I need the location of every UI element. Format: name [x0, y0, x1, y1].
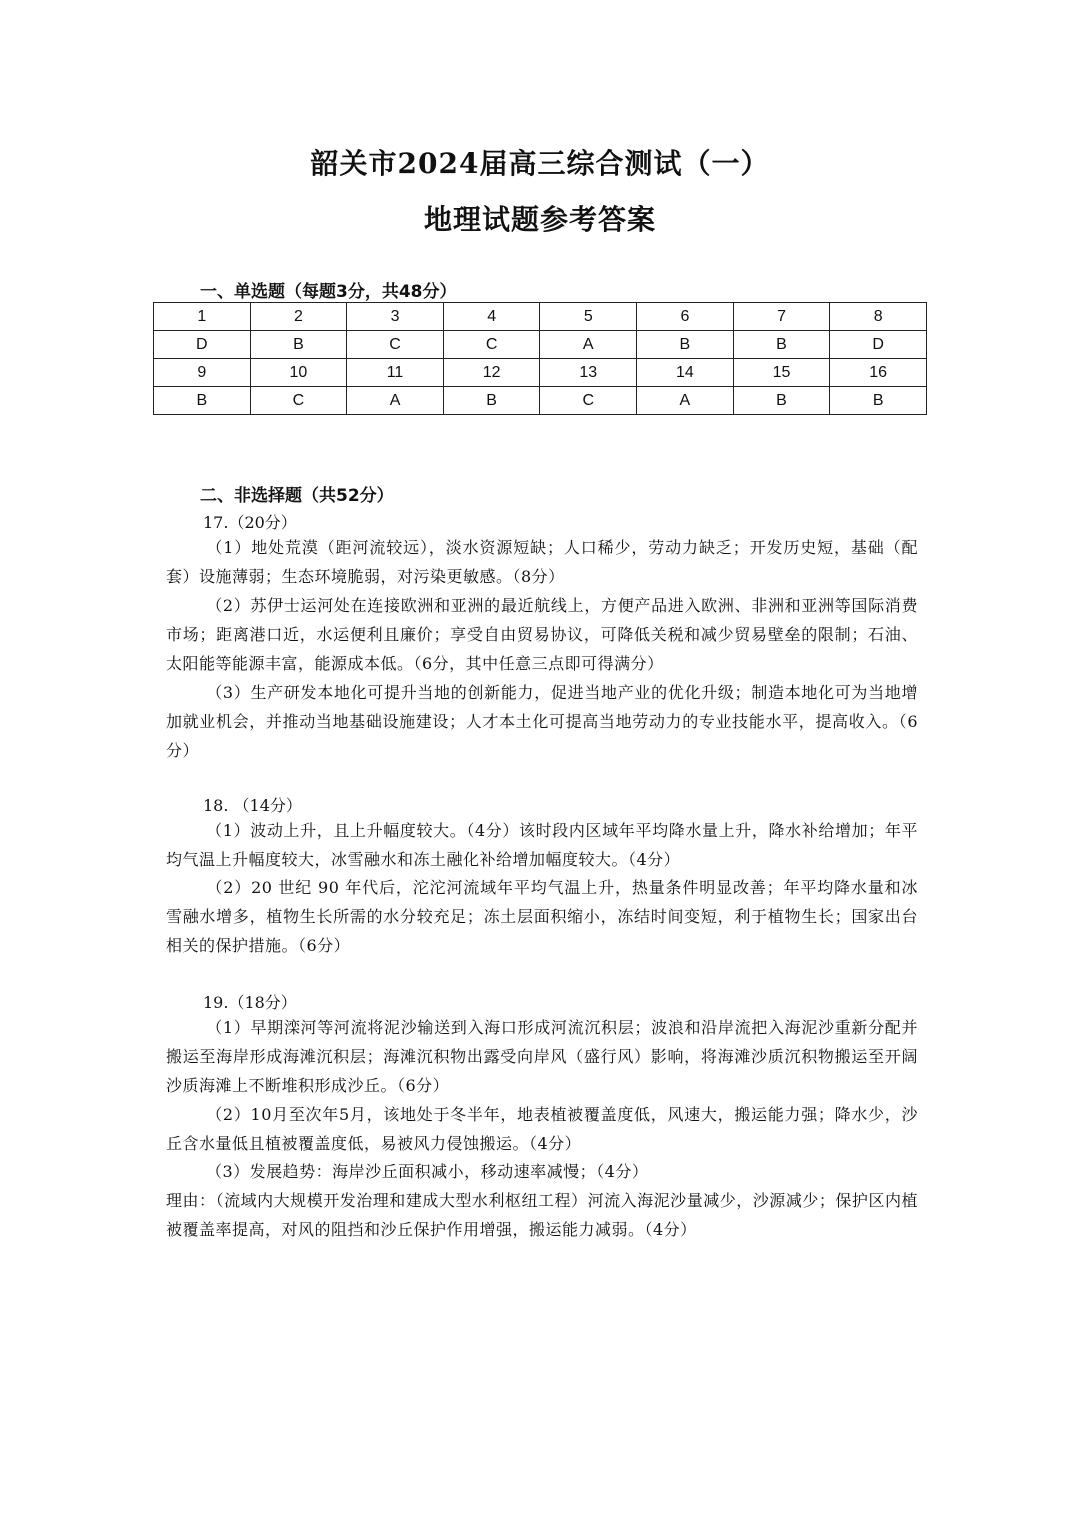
- question-number-cell: 13: [540, 359, 637, 387]
- answer-table-row: [154, 331, 927, 359]
- q18-answer-1: （1）波动上升，且上升幅度较大。（4分）该时段内区域年平均降水量上升，降水补给增加；年平均气温上升幅度较大，冰雪融水和冻土融化补给增加幅度较大。（4分）: [166, 821, 918, 869]
- q18-heading: 18. （14分）: [203, 796, 302, 815]
- answer-cell: B: [733, 331, 830, 359]
- answer-table-row: [154, 303, 927, 331]
- question-number-cell: 14: [637, 359, 734, 387]
- question-number-cell: 7: [733, 303, 830, 331]
- section-2-heading: 二、非选择题（共52分）: [200, 486, 394, 506]
- q17-answer-2: （2）苏伊士运河处在连接欧洲和亚洲的最近航线上，方便产品进入欧洲、非洲和亚洲等国际消费市场；距离港口近，水运便利且廉价；享受自由贸易协议，可降低关税和减少贸易壁垒的限制；石油、太阳能等能源丰富，能源成本低。（6分，其中任意三点即可得满分）: [166, 596, 918, 673]
- question-number-cell: 2: [250, 303, 347, 331]
- answer-table: [153, 302, 927, 415]
- answer-cell: B: [637, 331, 734, 359]
- section-1-heading: 一、单选题（每题3分，共48分）: [200, 282, 457, 302]
- q19-answer-4: 理由：（流域内大规模开发治理和建成大型水利枢纽工程）河流入海泥沙量减少，沙源减少；保护区内植被覆盖率提高，对风的阻挡和沙丘保护作用增强，搬运能力减弱。（4分）: [166, 1191, 918, 1239]
- question-number-cell: 5: [540, 303, 637, 331]
- answer-cell: B: [733, 387, 830, 415]
- answer-cell: C: [443, 331, 540, 359]
- page-subtitle: 地理试题参考答案: [423, 203, 656, 236]
- answer-cell: B: [250, 331, 347, 359]
- page-title: 韶关市2024届高三综合测试（一）: [310, 147, 770, 180]
- answer-table-row: [154, 359, 927, 387]
- question-number-cell: 4: [443, 303, 540, 331]
- question-number-cell: 15: [733, 359, 830, 387]
- answer-cell: A: [347, 387, 444, 415]
- question-number-cell: 6: [637, 303, 734, 331]
- answer-table-row: [154, 387, 927, 415]
- question-number-cell: 3: [347, 303, 444, 331]
- answer-cell: B: [830, 387, 927, 415]
- question-number-cell: 10: [250, 359, 347, 387]
- q19-answer-1: （1）早期滦河等河流将泥沙输送到入海口形成河流沉积层；波浪和沿岸流把入海泥沙重新分配并搬运至海岸形成海滩沉积层；海滩沉积物出露受向岸风（盛行风）影响，将海滩沙质沉积物搬运至开阔沙质海滩上不断堆积形成沙丘。（6分）: [166, 1018, 918, 1095]
- q18-answer-2: （2）20 世纪 90 年代后，沱沱河流域年平均气温上升，热量条件明显改善；年平均降水量和冰雪融水增多，植物生长所需的水分较充足；冻土层面积缩小，冻结时间变短，利于植物生长；国家出台相关的保护措施。（6分）: [166, 878, 918, 955]
- question-number-cell: 16: [830, 359, 927, 387]
- answer-cell: B: [443, 387, 540, 415]
- answer-cell: A: [637, 387, 734, 415]
- question-number-cell: 11: [347, 359, 444, 387]
- q19-answer-3: （3）发展趋势：海岸沙丘面积减小，移动速率减慢；（4分）: [206, 1162, 649, 1181]
- question-number-cell: 9: [154, 359, 251, 387]
- question-number-cell: 1: [154, 303, 251, 331]
- answer-cell: A: [540, 331, 637, 359]
- answer-cell: C: [540, 387, 637, 415]
- question-number-cell: 8: [830, 303, 927, 331]
- q19-heading: 19.（18分）: [203, 993, 297, 1012]
- q17-answer-3: （3）生产研发本地化可提升当地的创新能力，促进当地产业的优化升级；制造本地化可为当地增加就业机会，并推动当地基础设施建设；人才本土化可提高当地劳动力的专业技能水平，提高收入。（6分）: [166, 683, 918, 760]
- answer-cell: C: [347, 331, 444, 359]
- answer-cell: C: [250, 387, 347, 415]
- q17-heading: 17.（20分）: [203, 513, 297, 532]
- answer-cell: B: [154, 387, 251, 415]
- answer-cell: D: [154, 331, 251, 359]
- q17-answer-1: （1）地处荒漠（距河流较远），淡水资源短缺；人口稀少，劳动力缺乏；开发历史短，基础（配套）设施薄弱；生态环境脆弱，对污染更敏感。（8分）: [166, 538, 918, 586]
- answer-cell: D: [830, 331, 927, 359]
- q19-answer-2: （2）10月至次年5月，该地处于冬半年，地表植被覆盖度低，风速大，搬运能力强；降水少，沙丘含水量低且植被覆盖度低，易被风力侵蚀搬运。（4分）: [166, 1105, 918, 1153]
- question-number-cell: 12: [443, 359, 540, 387]
